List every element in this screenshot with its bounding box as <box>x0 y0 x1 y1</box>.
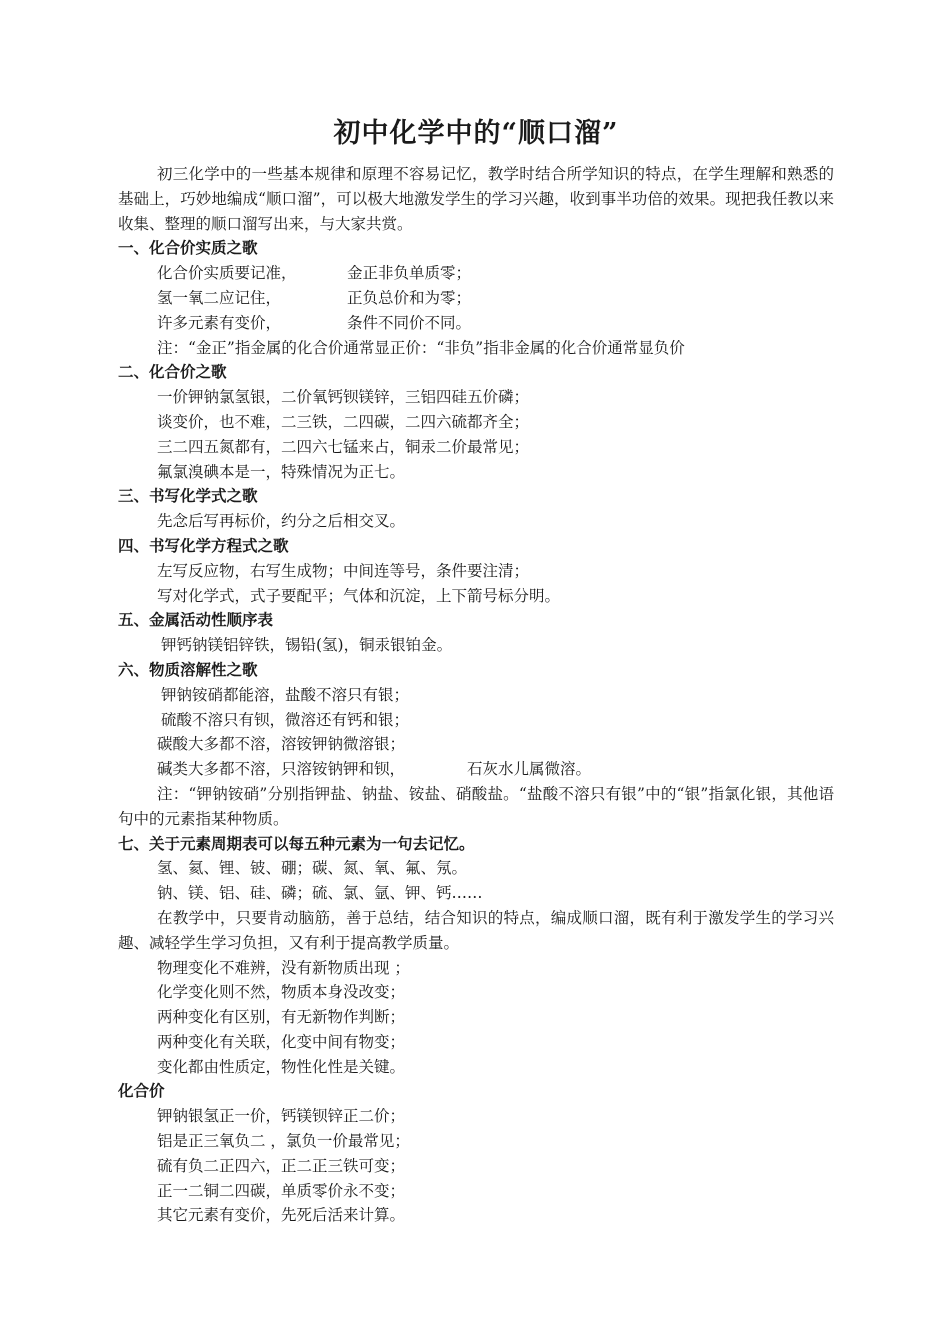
verse-part-b: 金正非负单质零； <box>347 264 472 283</box>
section-heading-1: 一、化合价实质之歌 <box>118 238 258 258</box>
verse-part-b: 石灰水儿属微溶。 <box>467 760 592 779</box>
section-heading-5: 五、金属活动性顺序表 <box>118 610 274 630</box>
section-heading-7: 七、关于元素周期表可以每五种元素为一句去记忆。 <box>118 833 475 853</box>
verse-line <box>118 311 834 336</box>
verse-line: 钠、镁、铝、硅、磷；硫、氯、氩、钾、钙…… <box>157 884 483 903</box>
verse-line: 钾钠铵硝都能溶，盐酸不溶只有银； <box>161 685 410 704</box>
verse-line: 铝是正三氧负二 ，氯负一价最常见； <box>157 1132 410 1151</box>
verse-line <box>118 286 834 311</box>
verse-line: 变化都由性质定，物性化性是关键。 <box>157 1057 406 1076</box>
verse-line: 物理变化不难辨，没有新物质出现 ； <box>157 958 410 977</box>
verse-line: 硫有负二正四六，正二正三铁可变； <box>157 1156 406 1175</box>
verse-line: 化学变化则不然，物质本身没改变； <box>157 983 406 1002</box>
verse-line: 三二四五氮都有，二四六七锰来占，铜汞二价最常见； <box>157 437 530 456</box>
verse-line: 其它元素有变价，先死后活来计算。 <box>157 1206 406 1225</box>
verse-line: 谈变价，也不难，二三铁，二四碳，二四六硫都齐全； <box>157 412 530 431</box>
note-line: 注：“金正”指金属的化合价通常显正价：“非负”指非金属的化合价通常显负价 <box>157 338 685 357</box>
verse-line: 硫酸不溶只有钡，微溶还有钙和银； <box>161 710 410 729</box>
verse-line: 氢、氦、锂、铍、硼；碳、氮、氧、氟、氖。 <box>157 859 468 878</box>
section-heading-2: 二、化合价之歌 <box>118 362 227 382</box>
note-paragraph: 注：“钾钠铵硝”分别指钾盐、钠盐、铵盐、硝酸盐。“盐酸不溶只有银”中的“银”指氯化银，其他语句中的元素指某种物质。 <box>118 784 834 828</box>
verse-part-b: 条件不同价不同。 <box>347 313 472 332</box>
verse-line: 正一二铜二四碳，单质零价永不变； <box>157 1181 406 1200</box>
section-heading-4: 四、书写化学方程式之歌 <box>118 535 289 555</box>
body-paragraph: 在教学中，只要肯动脑筋，善于总结，结合知识的特点，编成顺口溜，既有利于激发学生的学习兴趣、减轻学生学习负担，又有利于提高教学质量。 <box>118 908 834 952</box>
verse-line: 钾钠银氢正一价，钙镁钡锌正二价； <box>157 1107 406 1126</box>
intro-paragraph: 初三化学中的一些基本规律和原理不容易记忆，教学时结合所学知识的特点，在学生理解和熟悉的基础上，巧妙地编成“顺口溜”，可以极大地激发学生的学习兴趣，收到事半功倍的效果。现把我任教以来收集、整理的顺口溜写出来，与大家共赏。 <box>118 165 834 233</box>
verse-line: 碳酸大多都不溶，溶铵钾钠微溶银； <box>157 735 406 754</box>
document-page <box>118 108 834 1228</box>
verse-line <box>118 261 834 286</box>
verse-part-a: 许多元素有变价， <box>157 313 282 332</box>
verse-line: 写对化学式，式子要配平；气体和沉淀，上下箭号标分明。 <box>157 586 561 605</box>
verse-line: 两种变化有关联，化变中间有物变； <box>157 1032 406 1051</box>
verse-line: 氟氯溴碘本是一，特殊情况为正七。 <box>157 462 406 481</box>
section-heading-8: 化合价 <box>118 1081 165 1101</box>
section-heading-3: 三、书写化学式之歌 <box>118 486 258 506</box>
verse-line: 钾钙钠镁铝锌铁，锡铅(氢)，铜汞银铂金。 <box>161 636 453 655</box>
verse-part-a: 氢一氧二应记住， <box>157 288 282 307</box>
verse-line <box>118 757 834 782</box>
verse-line: 先念后写再标价，约分之后相交叉。 <box>157 512 406 531</box>
verse-part-b: 正负总价和为零； <box>347 288 472 307</box>
verse-line: 两种变化有区别，有无新物作判断； <box>157 1008 406 1027</box>
section-heading-6: 六、物质溶解性之歌 <box>118 659 258 679</box>
verse-part-a: 碱类大多都不溶，只溶铵钠钾和钡， <box>157 760 406 779</box>
document-title: 初中化学中的“顺口溜” <box>333 118 619 149</box>
verse-line: 一价钾钠氯氢银，二价氧钙钡镁锌，三铝四硅五价磷； <box>157 388 530 407</box>
verse-line: 左写反应物，右写生成物；中间连等号，条件要注清； <box>157 561 530 580</box>
verse-part-a: 化合价实质要记准， <box>157 264 297 283</box>
